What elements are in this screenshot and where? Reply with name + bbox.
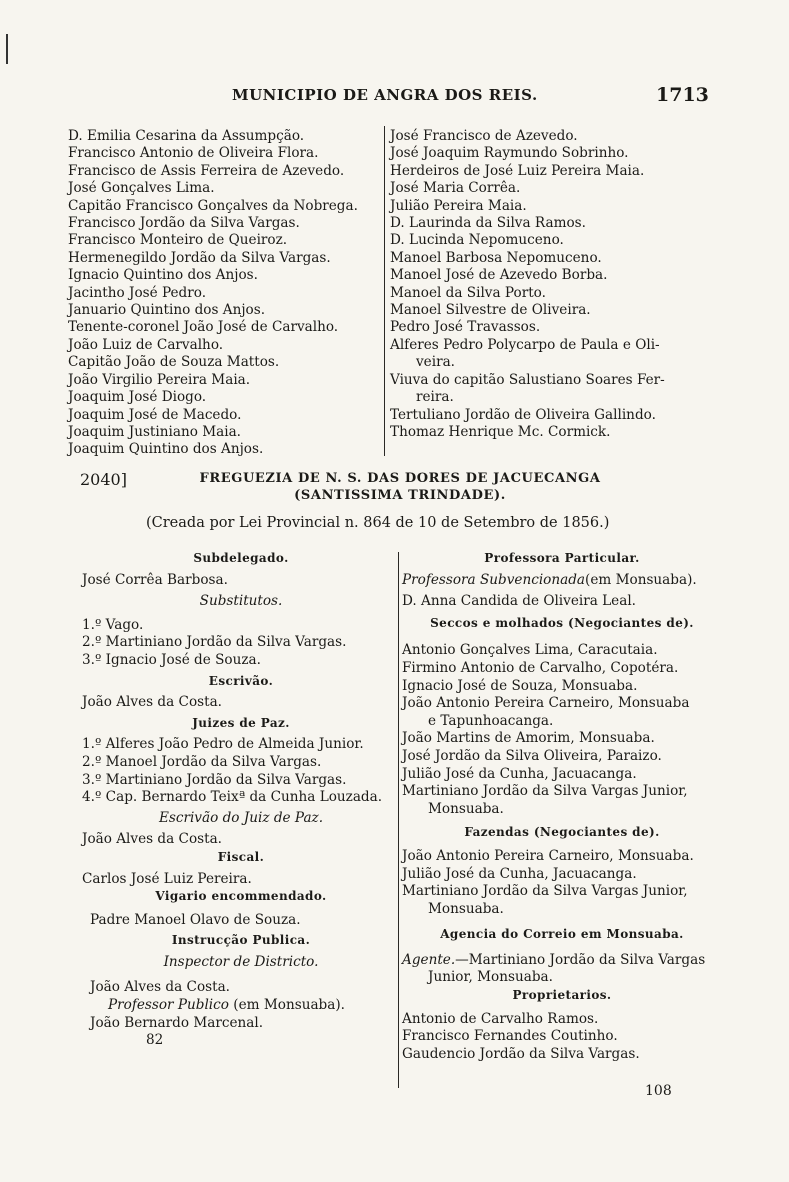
column-divider bbox=[398, 552, 399, 1088]
parish-number: 2040] bbox=[80, 470, 127, 489]
list-item: Tertuliano Jordão de Oliveira Gallindo. bbox=[390, 406, 656, 423]
list-item: Gaudencio Jordão da Silva Vargas. bbox=[402, 1045, 640, 1062]
list-item: José Joaquim Raymundo Sobrinho. bbox=[390, 145, 629, 162]
list-item: José Gonçalves Lima. bbox=[68, 180, 215, 197]
list-item: reira. bbox=[416, 389, 454, 406]
list-item: Joaquim José Diogo. bbox=[68, 389, 207, 406]
top-right-column bbox=[390, 128, 665, 441]
professor-place: (em Monsuaba). bbox=[233, 997, 345, 1014]
parish-title bbox=[140, 470, 660, 504]
list-item: José Francisco de Azevedo. bbox=[390, 128, 578, 144]
list-item: Antonio Gonçalves Lima, Caracutaia. bbox=[402, 642, 658, 659]
list-item: 2.º Manoel Jordão da Silva Vargas. bbox=[82, 753, 322, 770]
list-item: Monsuaba. bbox=[428, 900, 504, 917]
list-item: Francisco Antonio de Oliveira Flora. bbox=[68, 145, 319, 162]
list-item: Capitão Francisco Gonçalves da Nobrega. bbox=[68, 197, 358, 214]
list-item: Manoel José de Azevedo Borba. bbox=[390, 267, 608, 284]
section-heading: Subdelegado. bbox=[193, 551, 289, 565]
list-item: 2.º Martiniano Jordão da Silva Vargas. bbox=[82, 634, 347, 651]
list-item: Herdeiros de José Luiz Pereira Maia. bbox=[390, 162, 645, 179]
list-item: Hermenegildo Jordão da Silva Vargas. bbox=[68, 249, 331, 266]
professora-label: Professora Subvencionada bbox=[402, 571, 586, 588]
list-item: Francisco Fernandes Coutinho. bbox=[402, 1028, 618, 1045]
list-item bbox=[82, 997, 400, 1015]
list-item: Manoel Silvestre de Oliveira. bbox=[390, 302, 591, 319]
list-item: 4.º Cap. Bernardo Teixª da Cunha Louzada. bbox=[82, 789, 383, 806]
list-item: Padre Manoel Olavo de Souza. bbox=[90, 911, 301, 928]
list-item: Joaquim Justiniano Maia. bbox=[68, 423, 242, 440]
list-item: Alferes Pedro Polycarpo de Paula e Oli- bbox=[390, 336, 660, 353]
section-heading: Inspector de Districto. bbox=[163, 953, 319, 970]
list-item: João Bernardo Marcenal. bbox=[90, 1014, 264, 1031]
list-item: Firmino Antonio de Carvalho, Copotéra. bbox=[402, 659, 679, 676]
top-left-column bbox=[68, 128, 358, 459]
list-item: João Antonio Pereira Carneiro, Monsuaba. bbox=[402, 847, 694, 864]
list-item: 1.º Vago. bbox=[82, 616, 144, 633]
section-heading: Escrivão do Juiz de Paz. bbox=[158, 809, 324, 826]
agente-name: —Martiniano Jordão da Silva Vargas bbox=[455, 951, 706, 968]
running-header: MUNICIPIO DE ANGRA DOS REIS. bbox=[232, 86, 538, 104]
list-item: Monsuaba. bbox=[428, 800, 504, 817]
list-item: Francisco Jordão da Silva Vargas. bbox=[68, 215, 300, 232]
list-item: D. Lucinda Nepomuceno. bbox=[390, 232, 564, 249]
list-item: 3.º Martiniano Jordão da Silva Vargas. bbox=[82, 771, 347, 788]
list-item: Carlos José Luiz Pereira. bbox=[82, 870, 252, 887]
parish-title-line2: (SANTISSIMA TRINDADE). bbox=[294, 488, 506, 503]
section-heading: Vigario encommendado. bbox=[155, 889, 327, 904]
agente-label: Agente. bbox=[402, 951, 456, 968]
section-heading: Escrivão. bbox=[208, 673, 274, 688]
list-item: D. Laurinda da Silva Ramos. bbox=[390, 215, 586, 232]
list-item: Julião Pereira Maia. bbox=[390, 197, 527, 214]
right-block bbox=[402, 550, 722, 1063]
list-item: Pedro José Travassos. bbox=[390, 319, 541, 336]
column-divider bbox=[384, 126, 385, 456]
list-item bbox=[402, 572, 722, 590]
list-item: Joaquim Quintino dos Anjos. bbox=[68, 441, 264, 458]
section-heading: Professora Particular. bbox=[484, 551, 640, 565]
list-item: Junior, Monsuaba. bbox=[428, 969, 553, 986]
list-item: Manoel Barbosa Nepomuceno. bbox=[390, 249, 602, 266]
section-heading: Seccos e molhados (Negociantes de). bbox=[430, 615, 694, 630]
list-item: João Antonio Pereira Carneiro, Monsuaba bbox=[402, 695, 690, 712]
list-item: José Jordão da Silva Oliveira, Paraizo. bbox=[402, 747, 662, 764]
list-item: Jacintho José Pedro. bbox=[68, 284, 207, 301]
parish-subtitle: (Creada por Lei Provincial n. 864 de 10 de Setembro de 1856.) bbox=[146, 515, 610, 531]
list-item: Julião José da Cunha, Jacuacanga. bbox=[402, 865, 637, 882]
list-item: João Alves da Costa. bbox=[82, 694, 223, 711]
footer-number: 108 bbox=[645, 1083, 672, 1099]
list-item: Francisco de Assis Ferreira de Azevedo. bbox=[68, 162, 345, 179]
list-item: Martiniano Jordão da Silva Vargas Junior, bbox=[402, 883, 688, 900]
footer-number: 82 bbox=[146, 1032, 164, 1049]
page-number: 1713 bbox=[656, 84, 709, 106]
left-block bbox=[82, 550, 400, 1050]
list-item: veira. bbox=[416, 354, 455, 371]
list-item: Ignacio José de Souza, Monsuaba. bbox=[402, 677, 638, 694]
list-item: Thomaz Henrique Mc. Cormick. bbox=[390, 423, 611, 440]
list-item: Julião José da Cunha, Jacuacanga. bbox=[402, 765, 637, 782]
section-heading: Fiscal. bbox=[217, 849, 265, 864]
section-heading: Fazendas (Negociantes de). bbox=[464, 825, 660, 840]
list-item: 3.º Ignacio José de Souza. bbox=[82, 651, 261, 668]
list-item: Ignacio Quintino dos Anjos. bbox=[68, 267, 258, 284]
list-item: João Martins de Amorim, Monsuaba. bbox=[402, 730, 655, 747]
list-item: D. Anna Candida de Oliveira Leal. bbox=[402, 593, 636, 610]
scan-edge-mark bbox=[6, 34, 8, 64]
list-item: João Alves da Costa. bbox=[90, 979, 231, 996]
list-item bbox=[402, 952, 722, 970]
list-item: D. Emilia Cesarina da Assumpção. bbox=[68, 128, 305, 144]
section-heading: Substitutos. bbox=[199, 593, 283, 610]
professora-place: (em Monsuaba). bbox=[585, 571, 697, 588]
list-item: Januario Quintino dos Anjos. bbox=[68, 302, 266, 319]
list-item: 1.º Alferes João Pedro de Almeida Junior. bbox=[82, 736, 364, 753]
list-item: Antonio de Carvalho Ramos. bbox=[402, 1010, 599, 1027]
list-item: João Virgilio Pereira Maia. bbox=[68, 371, 251, 388]
section-heading: Proprietarios. bbox=[512, 988, 612, 1003]
list-item: e Tapunhoacanga. bbox=[428, 712, 554, 729]
section-heading: Juizes de Paz. bbox=[192, 715, 290, 730]
list-item: Francisco Monteiro de Queiroz. bbox=[68, 232, 288, 249]
parish-title-line1: FREGUEZIA DE N. S. DAS DORES DE JACUECANGA bbox=[199, 471, 601, 486]
list-item: Joaquim José de Macedo. bbox=[68, 406, 242, 423]
section-heading: Agencia do Correio em Monsuaba. bbox=[440, 927, 684, 942]
list-item: Tenente-coronel João José de Carvalho. bbox=[68, 319, 339, 336]
list-item: João Luiz de Carvalho. bbox=[68, 336, 224, 353]
list-item: José Corrêa Barbosa. bbox=[82, 571, 228, 588]
list-item: José Maria Corrêa. bbox=[390, 180, 521, 197]
professor-label: Professor Publico bbox=[108, 997, 229, 1014]
section-heading: Instrucção Publica. bbox=[171, 933, 311, 948]
list-item: Capitão João de Souza Mattos. bbox=[68, 354, 280, 371]
list-item: Viuva do capitão Salustiano Soares Fer- bbox=[390, 371, 665, 388]
list-item: Manoel da Silva Porto. bbox=[390, 284, 546, 301]
list-item: João Alves da Costa. bbox=[82, 831, 223, 848]
list-item: Martiniano Jordão da Silva Vargas Junior, bbox=[402, 783, 688, 800]
